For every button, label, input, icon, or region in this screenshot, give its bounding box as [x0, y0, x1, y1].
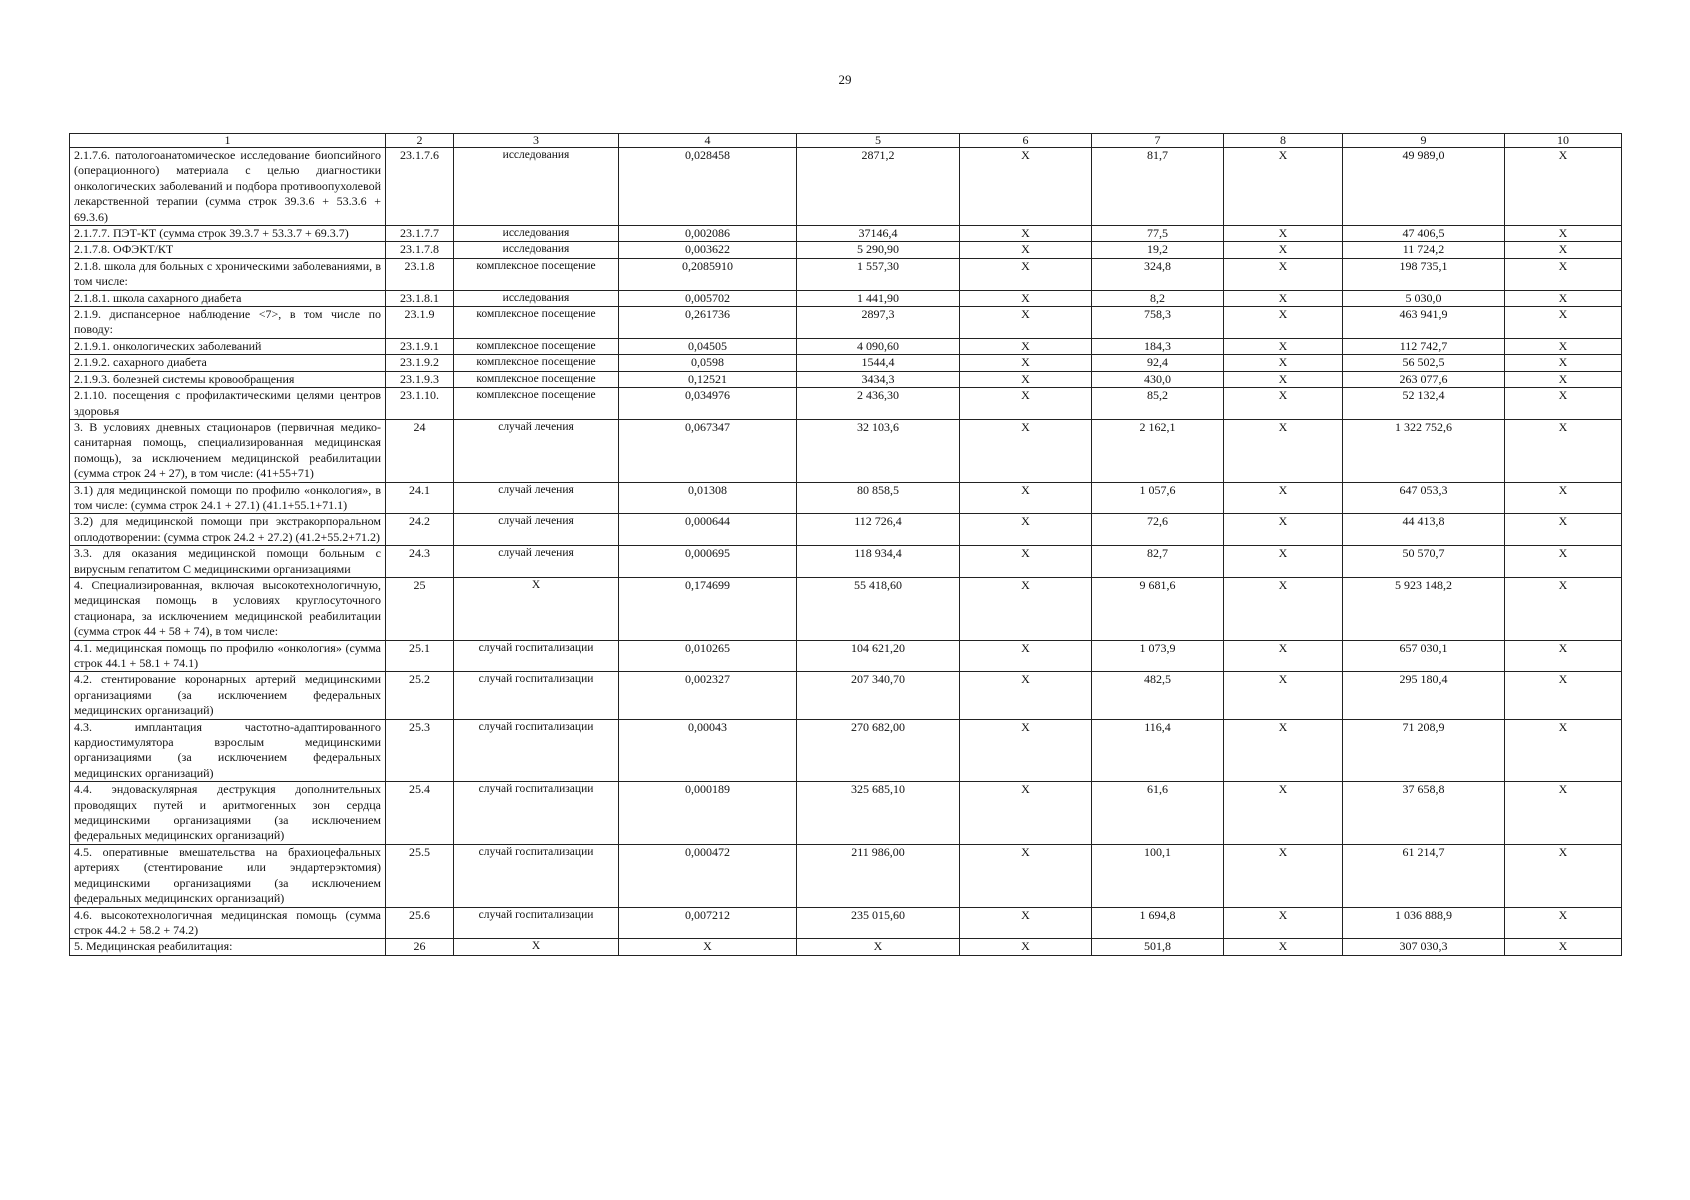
row-col-7: 482,5 — [1092, 672, 1224, 719]
row-col-9: 44 413,8 — [1343, 514, 1505, 546]
row-unit: случай госпитализации — [454, 782, 619, 845]
row-code: 23.1.8.1 — [386, 290, 454, 306]
row-col-4: 0,12521 — [619, 371, 797, 387]
row-col-6: X — [960, 307, 1092, 339]
row-col-7: 1 073,9 — [1092, 640, 1224, 672]
row-name: 2.1.9.3. болезней системы кровообращения — [70, 371, 386, 387]
row-name: 3.3. для оказания медицинской помощи больным с вирусным гепатитом С медицинскими организациями — [70, 546, 386, 578]
row-col-5: 4 090,60 — [797, 338, 960, 354]
table-row — [70, 782, 1622, 845]
row-col-4: 0,002086 — [619, 226, 797, 242]
page-number: 29 — [838, 72, 852, 87]
row-col-4: 0,0598 — [619, 355, 797, 371]
row-col-6: X — [960, 640, 1092, 672]
table-row — [70, 546, 1622, 578]
header-cell: 6 — [960, 134, 1092, 148]
row-col-7: 72,6 — [1092, 514, 1224, 546]
row-col-4: 0,003622 — [619, 242, 797, 258]
row-col-9: 5 923 148,2 — [1343, 577, 1505, 640]
row-name: 5. Медицинская реабилитация: — [70, 939, 386, 955]
row-col-9: 307 030,3 — [1343, 939, 1505, 955]
row-col-4: X — [619, 939, 797, 955]
row-unit: X — [454, 939, 619, 955]
row-name: 3.1) для медицинской помощи по профилю «онкология», в том числе: (сумма строк 24.1 + 27.1) (41.1+55.1+71.1) — [70, 482, 386, 514]
table-row — [70, 355, 1622, 371]
row-col-5: 325 685,10 — [797, 782, 960, 845]
row-col-5: 1 441,90 — [797, 290, 960, 306]
row-col-10: X — [1505, 371, 1622, 387]
row-col-8: X — [1224, 577, 1343, 640]
row-col-9: 263 077,6 — [1343, 371, 1505, 387]
row-code: 23.1.9.3 — [386, 371, 454, 387]
row-col-7: 184,3 — [1092, 338, 1224, 354]
row-col-6: X — [960, 355, 1092, 371]
row-col-6: X — [960, 672, 1092, 719]
row-code: 23.1.10. — [386, 388, 454, 420]
row-col-8: X — [1224, 242, 1343, 258]
row-col-5: X — [797, 939, 960, 955]
row-col-8: X — [1224, 307, 1343, 339]
row-col-6: X — [960, 782, 1092, 845]
row-col-10: X — [1505, 939, 1622, 955]
row-col-9: 463 941,9 — [1343, 307, 1505, 339]
row-name: 4.2. стентирование коронарных артерий медицинскими организациями (за исключением федеральных медицинских организаций) — [70, 672, 386, 719]
row-col-4: 0,007212 — [619, 907, 797, 939]
row-unit: комплексное посещение — [454, 307, 619, 339]
row-unit: случай госпитализации — [454, 907, 619, 939]
row-name: 2.1.7.8. ОФЭКТ/КТ — [70, 242, 386, 258]
row-col-4: 0,005702 — [619, 290, 797, 306]
row-col-4: 0,04505 — [619, 338, 797, 354]
row-col-8: X — [1224, 371, 1343, 387]
row-col-8: X — [1224, 640, 1343, 672]
row-col-5: 2 436,30 — [797, 388, 960, 420]
row-col-8: X — [1224, 419, 1343, 482]
row-col-9: 47 406,5 — [1343, 226, 1505, 242]
row-col-10: X — [1505, 514, 1622, 546]
row-col-6: X — [960, 907, 1092, 939]
table-row — [70, 577, 1622, 640]
row-unit: исследования — [454, 226, 619, 242]
table-row — [70, 371, 1622, 387]
row-col-8: X — [1224, 546, 1343, 578]
row-col-9: 56 502,5 — [1343, 355, 1505, 371]
row-col-7: 116,4 — [1092, 719, 1224, 782]
row-col-5: 3434,3 — [797, 371, 960, 387]
row-name: 4.3. имплантация частотно-адаптированного кардиостимулятора взрослым медицинскими организациями (за исключением федеральных медицинских организаций) — [70, 719, 386, 782]
row-col-9: 49 989,0 — [1343, 148, 1505, 226]
row-col-6: X — [960, 514, 1092, 546]
row-code: 26 — [386, 939, 454, 955]
row-col-9: 198 735,1 — [1343, 258, 1505, 290]
row-col-5: 2871,2 — [797, 148, 960, 226]
row-col-6: X — [960, 290, 1092, 306]
row-col-10: X — [1505, 640, 1622, 672]
row-unit: случай лечения — [454, 482, 619, 514]
row-col-4: 0,000189 — [619, 782, 797, 845]
row-code: 23.1.9 — [386, 307, 454, 339]
row-col-6: X — [960, 242, 1092, 258]
row-col-9: 1 036 888,9 — [1343, 907, 1505, 939]
row-col-10: X — [1505, 907, 1622, 939]
row-name: 2.1.7.7. ПЭТ-КТ (сумма строк 39.3.7 + 53.3.7 + 69.3.7) — [70, 226, 386, 242]
row-col-10: X — [1505, 546, 1622, 578]
row-col-10: X — [1505, 782, 1622, 845]
row-col-5: 80 858,5 — [797, 482, 960, 514]
table-row — [70, 258, 1622, 290]
row-unit: комплексное посещение — [454, 338, 619, 354]
row-unit: случай госпитализации — [454, 719, 619, 782]
row-col-4: 0,000644 — [619, 514, 797, 546]
row-col-10: X — [1505, 226, 1622, 242]
row-name: 2.1.7.6. патологоанатомическое исследование биопсийного (операционного) материала с целью диагностики онкологических заболеваний и подбора противоопухолевой лекарственной терапии (сумма строк 39.3.6 + 53.3.6 + 69.3.6) — [70, 148, 386, 226]
row-col-8: X — [1224, 258, 1343, 290]
row-col-9: 37 658,8 — [1343, 782, 1505, 845]
row-name: 4.1. медицинская помощь по профилю «онкология» (сумма строк 44.1 + 58.1 + 74.1) — [70, 640, 386, 672]
row-col-9: 52 132,4 — [1343, 388, 1505, 420]
row-col-4: 0,002327 — [619, 672, 797, 719]
row-col-4: 0,067347 — [619, 419, 797, 482]
header-cell: 4 — [619, 134, 797, 148]
row-unit: случай госпитализации — [454, 640, 619, 672]
row-name: 2.1.9.1. онкологических заболеваний — [70, 338, 386, 354]
row-code: 23.1.7.6 — [386, 148, 454, 226]
row-name: 4.5. оперативные вмешательства на брахиоцефальных артериях (стентирование или эндартерэктомия) медицинскими организациями (за исключением федеральных медицинских организаций) — [70, 844, 386, 907]
row-col-7: 9 681,6 — [1092, 577, 1224, 640]
row-col-8: X — [1224, 907, 1343, 939]
table-row — [70, 242, 1622, 258]
row-unit: исследования — [454, 290, 619, 306]
row-col-4: 0,261736 — [619, 307, 797, 339]
row-code: 25 — [386, 577, 454, 640]
row-col-8: X — [1224, 672, 1343, 719]
row-col-7: 81,7 — [1092, 148, 1224, 226]
row-unit: комплексное посещение — [454, 388, 619, 420]
row-col-8: X — [1224, 290, 1343, 306]
row-col-7: 324,8 — [1092, 258, 1224, 290]
row-col-8: X — [1224, 355, 1343, 371]
header-cell: 2 — [386, 134, 454, 148]
row-col-10: X — [1505, 338, 1622, 354]
row-name: 4. Специализированная, включая высокотехнологичную, медицинская помощь в условиях круглосуточного стационара, за исключением медицинской реабилитации (сумма строк 44 + 58 + 74), в том числе: — [70, 577, 386, 640]
row-col-6: X — [960, 939, 1092, 955]
table-row — [70, 338, 1622, 354]
row-col-4: 0,2085910 — [619, 258, 797, 290]
row-code: 23.1.7.8 — [386, 242, 454, 258]
row-col-8: X — [1224, 482, 1343, 514]
row-col-7: 77,5 — [1092, 226, 1224, 242]
row-col-6: X — [960, 419, 1092, 482]
row-col-6: X — [960, 371, 1092, 387]
row-name: 4.6. высокотехнологичная медицинская помощь (сумма строк 44.2 + 58.2 + 74.2) — [70, 907, 386, 939]
row-col-10: X — [1505, 355, 1622, 371]
row-unit: X — [454, 577, 619, 640]
row-col-8: X — [1224, 148, 1343, 226]
row-col-4: 0,00043 — [619, 719, 797, 782]
row-col-10: X — [1505, 419, 1622, 482]
row-col-10: X — [1505, 719, 1622, 782]
row-col-6: X — [960, 844, 1092, 907]
row-col-5: 104 621,20 — [797, 640, 960, 672]
row-code: 25.2 — [386, 672, 454, 719]
row-unit: случай госпитализации — [454, 672, 619, 719]
row-name: 3.2) для медицинской помощи при экстракорпоральном оплодотворении: (сумма строк 24.2 + 27.2) (41.2+55.2+71.2) — [70, 514, 386, 546]
row-col-6: X — [960, 338, 1092, 354]
row-col-10: X — [1505, 577, 1622, 640]
row-col-5: 211 986,00 — [797, 844, 960, 907]
row-col-4: 0,01308 — [619, 482, 797, 514]
row-col-5: 1 557,30 — [797, 258, 960, 290]
header-cell: 7 — [1092, 134, 1224, 148]
row-col-10: X — [1505, 148, 1622, 226]
row-col-10: X — [1505, 290, 1622, 306]
row-col-7: 82,7 — [1092, 546, 1224, 578]
row-name: 2.1.9. диспансерное наблюдение <7>, в том числе по поводу: — [70, 307, 386, 339]
row-col-5: 112 726,4 — [797, 514, 960, 546]
row-code: 24.3 — [386, 546, 454, 578]
row-col-4: 0,010265 — [619, 640, 797, 672]
row-col-5: 2897,3 — [797, 307, 960, 339]
header-cell: 8 — [1224, 134, 1343, 148]
row-unit: исследования — [454, 242, 619, 258]
row-col-6: X — [960, 482, 1092, 514]
row-col-10: X — [1505, 844, 1622, 907]
row-col-8: X — [1224, 226, 1343, 242]
row-col-5: 5 290,90 — [797, 242, 960, 258]
header-cell: 5 — [797, 134, 960, 148]
row-name: 2.1.10. посещения с профилактическими целями центров здоровья — [70, 388, 386, 420]
row-code: 25.1 — [386, 640, 454, 672]
row-col-9: 1 322 752,6 — [1343, 419, 1505, 482]
row-col-10: X — [1505, 482, 1622, 514]
row-col-7: 1 694,8 — [1092, 907, 1224, 939]
row-name: 4.4. эндоваскулярная деструкция дополнительных проводящих путей и аритмогенных зон сердца медицинскими организациями (за исключением федеральных медицинских организаций) — [70, 782, 386, 845]
row-col-7: 92,4 — [1092, 355, 1224, 371]
header-cell: 1 — [70, 134, 386, 148]
row-col-5: 235 015,60 — [797, 907, 960, 939]
row-col-9: 61 214,7 — [1343, 844, 1505, 907]
row-col-9: 11 724,2 — [1343, 242, 1505, 258]
row-unit: комплексное посещение — [454, 371, 619, 387]
table-row — [70, 290, 1622, 306]
row-col-9: 5 030,0 — [1343, 290, 1505, 306]
row-col-9: 295 180,4 — [1343, 672, 1505, 719]
row-col-6: X — [960, 226, 1092, 242]
header-row — [70, 134, 1622, 148]
row-col-5: 55 418,60 — [797, 577, 960, 640]
row-col-6: X — [960, 719, 1092, 782]
row-unit: комплексное посещение — [454, 355, 619, 371]
row-code: 25.4 — [386, 782, 454, 845]
table-row — [70, 672, 1622, 719]
table-row — [70, 907, 1622, 939]
row-col-9: 647 053,3 — [1343, 482, 1505, 514]
row-col-5: 118 934,4 — [797, 546, 960, 578]
row-col-5: 1544,4 — [797, 355, 960, 371]
data-table — [69, 133, 1622, 956]
table-row — [70, 148, 1622, 226]
row-code: 24.2 — [386, 514, 454, 546]
table-row — [70, 719, 1622, 782]
row-col-8: X — [1224, 782, 1343, 845]
row-col-7: 100,1 — [1092, 844, 1224, 907]
row-code: 23.1.9.2 — [386, 355, 454, 371]
row-name: 2.1.8. школа для больных с хроническими заболеваниями, в том числе: — [70, 258, 386, 290]
row-col-9: 71 208,9 — [1343, 719, 1505, 782]
row-col-7: 61,6 — [1092, 782, 1224, 845]
row-code: 24.1 — [386, 482, 454, 514]
header-cell: 9 — [1343, 134, 1505, 148]
row-col-9: 112 742,7 — [1343, 338, 1505, 354]
table-row — [70, 640, 1622, 672]
row-col-10: X — [1505, 388, 1622, 420]
row-code: 23.1.8 — [386, 258, 454, 290]
row-col-7: 501,8 — [1092, 939, 1224, 955]
table-row — [70, 419, 1622, 482]
table-row — [70, 307, 1622, 339]
row-col-5: 207 340,70 — [797, 672, 960, 719]
row-code: 23.1.9.1 — [386, 338, 454, 354]
row-unit: случай лечения — [454, 546, 619, 578]
row-code: 25.6 — [386, 907, 454, 939]
row-code: 24 — [386, 419, 454, 482]
row-col-6: X — [960, 546, 1092, 578]
row-col-6: X — [960, 148, 1092, 226]
row-col-10: X — [1505, 242, 1622, 258]
row-col-4: 0,000472 — [619, 844, 797, 907]
row-col-6: X — [960, 577, 1092, 640]
row-unit: комплексное посещение — [454, 258, 619, 290]
row-col-4: 0,034976 — [619, 388, 797, 420]
row-col-7: 8,2 — [1092, 290, 1224, 306]
row-name: 2.1.9.2. сахарного диабета — [70, 355, 386, 371]
row-col-4: 0,028458 — [619, 148, 797, 226]
table-row — [70, 482, 1622, 514]
row-col-4: 0,000695 — [619, 546, 797, 578]
row-code: 23.1.7.7 — [386, 226, 454, 242]
row-col-8: X — [1224, 338, 1343, 354]
row-unit: исследования — [454, 148, 619, 226]
table-row — [70, 226, 1622, 242]
row-col-7: 758,3 — [1092, 307, 1224, 339]
table-row — [70, 514, 1622, 546]
row-col-8: X — [1224, 719, 1343, 782]
header-cell: 10 — [1505, 134, 1622, 148]
row-col-7: 85,2 — [1092, 388, 1224, 420]
row-col-10: X — [1505, 672, 1622, 719]
row-code: 25.3 — [386, 719, 454, 782]
row-code: 25.5 — [386, 844, 454, 907]
table-row — [70, 939, 1622, 955]
row-col-5: 270 682,00 — [797, 719, 960, 782]
row-unit: случай госпитализации — [454, 844, 619, 907]
row-col-8: X — [1224, 844, 1343, 907]
row-col-4: 0,174699 — [619, 577, 797, 640]
row-col-9: 657 030,1 — [1343, 640, 1505, 672]
row-col-6: X — [960, 388, 1092, 420]
row-col-7: 2 162,1 — [1092, 419, 1224, 482]
row-unit: случай лечения — [454, 419, 619, 482]
row-col-9: 50 570,7 — [1343, 546, 1505, 578]
row-col-5: 32 103,6 — [797, 419, 960, 482]
row-name: 2.1.8.1. школа сахарного диабета — [70, 290, 386, 306]
header-cell: 3 — [454, 134, 619, 148]
row-name: 3. В условиях дневных стационаров (первичная медико-санитарная помощь, специализированная медицинская помощь), за исключением медицинской реабилитации (сумма строк 24 + 27), в том числе: (41+55+71) — [70, 419, 386, 482]
table-row — [70, 844, 1622, 907]
row-col-7: 1 057,6 — [1092, 482, 1224, 514]
row-col-7: 19,2 — [1092, 242, 1224, 258]
row-unit: случай лечения — [454, 514, 619, 546]
row-col-7: 430,0 — [1092, 371, 1224, 387]
row-col-10: X — [1505, 307, 1622, 339]
row-col-10: X — [1505, 258, 1622, 290]
row-col-8: X — [1224, 388, 1343, 420]
row-col-6: X — [960, 258, 1092, 290]
row-col-8: X — [1224, 514, 1343, 546]
row-col-8: X — [1224, 939, 1343, 955]
table-row — [70, 388, 1622, 420]
row-col-5: 37146,4 — [797, 226, 960, 242]
